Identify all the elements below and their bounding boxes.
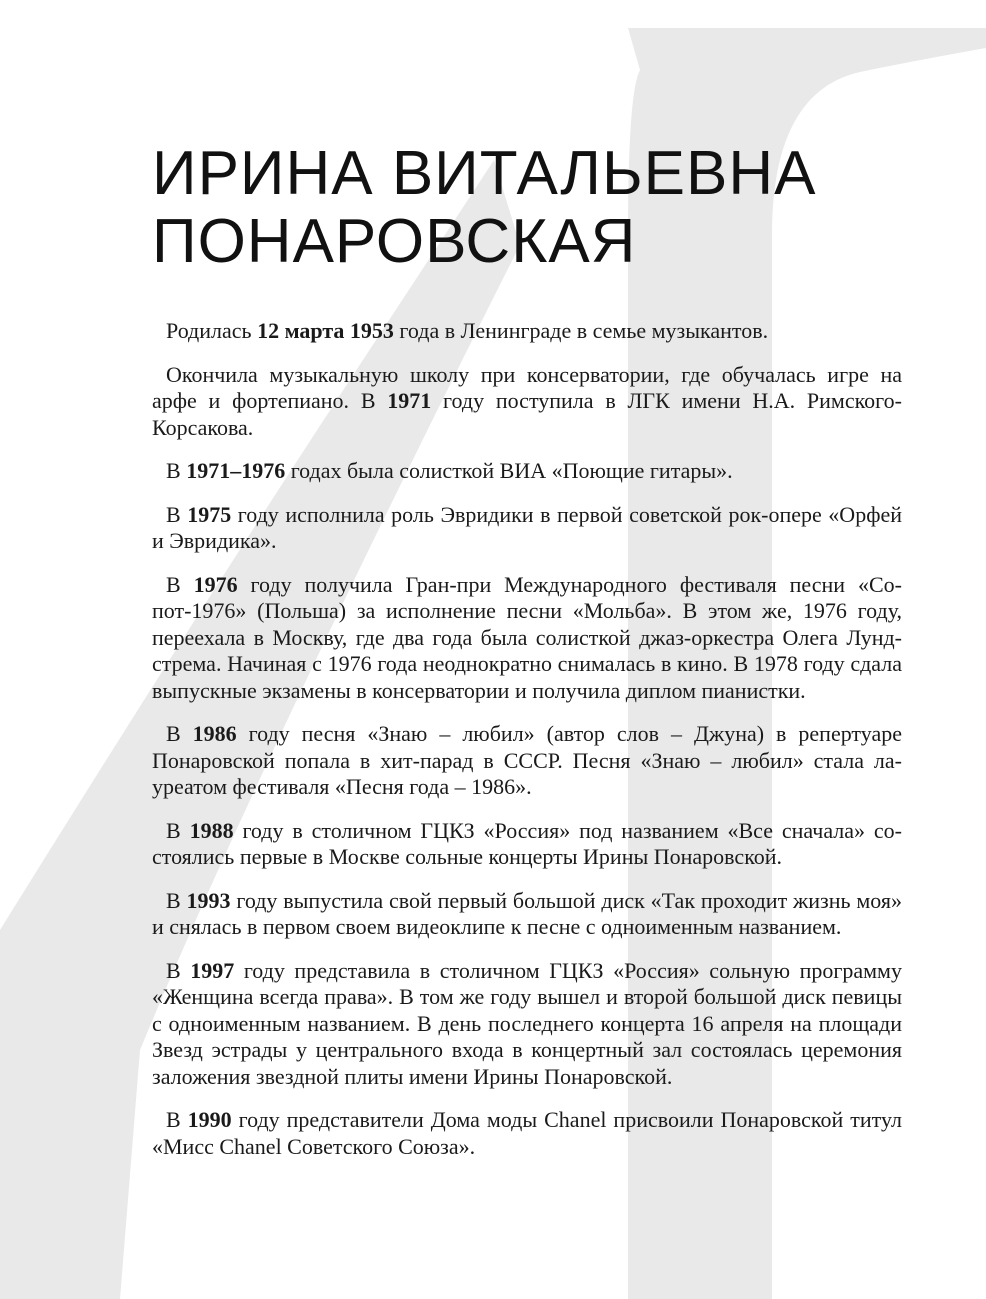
title-line-1: ИРИНА ВИТАЛЬЕВНА	[152, 139, 817, 208]
paragraph: Родилась 12 марта 1953 года в Ленинграде в семье музыкантов.	[166, 318, 769, 343]
bold-date: 1976	[193, 571, 238, 597]
title-line-2: ПОНАРОВСКАЯ	[152, 207, 637, 276]
bold-date: 1975	[187, 501, 232, 527]
paragraph: В 1997 году представила в столичном ГЦКЗ «Россия» сольную программу «Женщина всегда права». В том же году вышел и второй большой диск певицы с одноименным названием. В день последнего концерта 16 апреля на площади Звезд эстрады у центрального входа в концертный зал состоялась церемония заложения звездной плиты имени Ирины Понаровской.	[152, 957, 902, 1089]
paragraph: В 1975 году исполнила роль Эвридики в первой советской рок-опере «Орфей и Эвридика».	[152, 501, 902, 553]
paragraph: В 1976 году получила Гран-при Международного фестиваля песни «Сопот-1976» (Польша) за исполнение песни «Мольба». В этом же, 1976 году, переехала в Москву, где два года была солисткой джаз-оркестра Олега Лундстрема. Начиная с 1976 года неоднократно снималась в кино. В 1978 году сдала выпускные экзамены в консерватории и получила диплом пианистки.	[152, 571, 902, 703]
bold-date: 12 марта 1953	[257, 318, 394, 343]
paragraph: В 1990 году представители Дома моды Chanel присвоили Понаровской титул «Мисс Chanel Советского Союза».	[152, 1107, 902, 1159]
paragraph: В 1993 году выпустила свой первый большой диск «Так проходит жизнь моя» и снялась в первом своем видеоклипе к песне с одноименным названием.	[152, 887, 902, 939]
paragraph: В 1986 году песня «Знаю – любил» (автор слов – Джуна) в репертуаре Понаровской попала в хит-парад в СССР. Песня «Знаю – любил» стала лауреатом фестиваля «Песня года – 1986».	[152, 721, 902, 799]
page-title	[152, 140, 817, 276]
bold-date: 1986	[192, 721, 237, 746]
bold-date: 1993	[186, 887, 231, 913]
paragraph: Окончила музыкальную школу при консерватории, где обучалась игре на арфе и фортепиано. В 1971 году поступила в ЛГК имени Н.А. Римского-Корсакова.	[152, 361, 902, 440]
bold-date: 1971–1976	[186, 458, 286, 483]
paragraph: В 1988 году в столичном ГЦКЗ «Россия» под названием «Все сначала» состоялись первые в Москве сольные концерты Ирины Понаровской.	[152, 817, 902, 869]
bold-date: 1990	[187, 1107, 232, 1132]
paragraph: В 1971–1976 годах была солисткой ВИА «Поющие гитары».	[166, 458, 733, 483]
bold-date: 1988	[189, 817, 234, 843]
bold-date: 1971	[387, 388, 432, 413]
bold-date: 1997	[190, 957, 235, 983]
biography-text	[152, 318, 902, 1177]
